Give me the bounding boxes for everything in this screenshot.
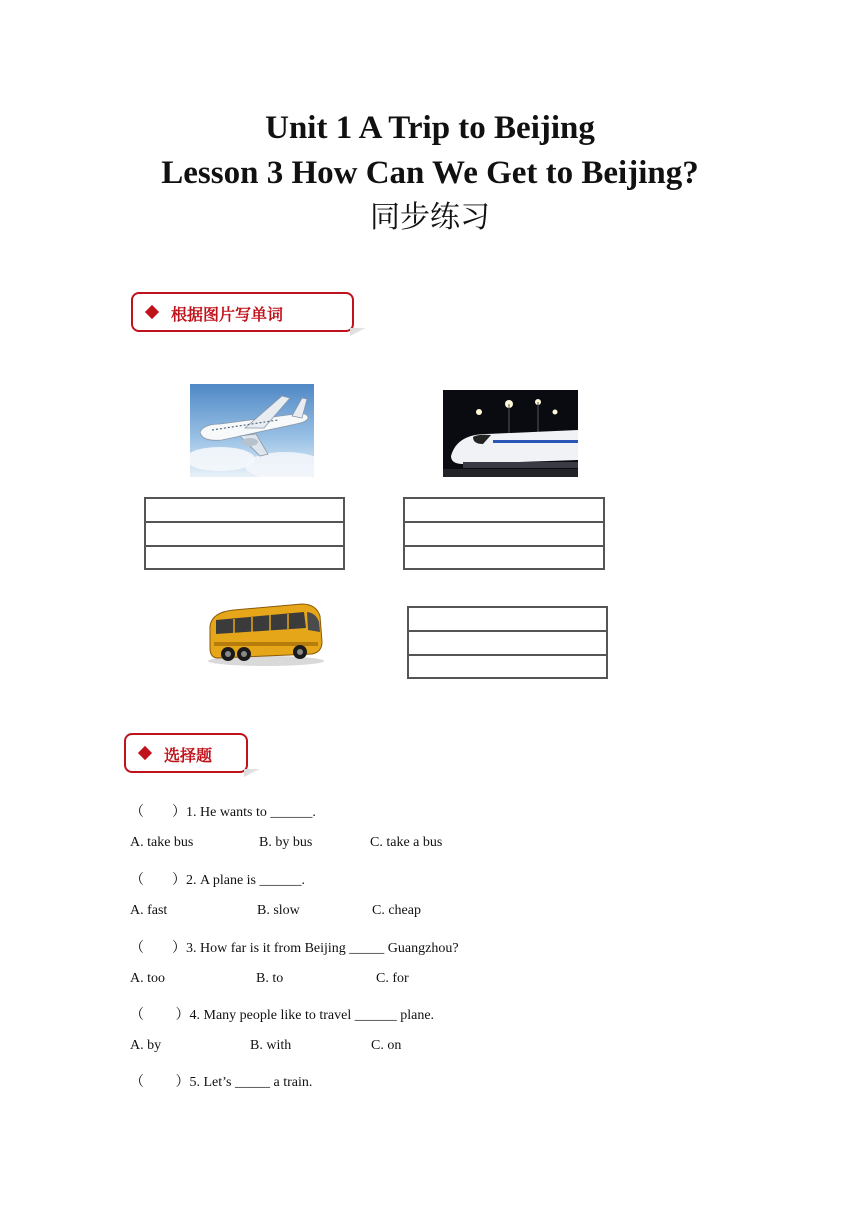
section-header-write-words (131, 292, 354, 332)
high-speed-train-image (443, 390, 578, 477)
question-2-option-a[interactable]: A. fast (130, 903, 168, 918)
question-2: （ ）2. A plane is ______. (130, 873, 305, 888)
question-1: （ ）1. He wants to ______. (130, 805, 316, 820)
title-line-3: 同步练习 (370, 200, 490, 235)
write-line (409, 630, 606, 632)
write-box-bus[interactable] (407, 606, 608, 679)
question-3-option-a[interactable]: A. too (130, 971, 165, 986)
title-line-2: Lesson 3 How Can We Get to Beijing? (161, 155, 699, 191)
question-3-option-c[interactable]: C. for (376, 971, 409, 986)
bus-image (204, 598, 326, 668)
diamond-icon (145, 305, 159, 319)
question-4-option-b[interactable]: B. with (250, 1038, 292, 1053)
section-header-multiple-choice (124, 733, 248, 773)
write-line (405, 545, 603, 547)
question-3: （ ）3. How far is it from Beijing _____ Guangzhou? (130, 941, 459, 956)
question-4-option-c[interactable]: C. on (371, 1038, 402, 1053)
section-label: 根据图片写单词 (171, 305, 284, 324)
question-2-option-b[interactable]: B. slow (257, 903, 300, 918)
write-box-train[interactable] (403, 497, 605, 570)
question-1-option-a[interactable]: A. take bus (130, 835, 194, 850)
section-label: 选择题 (164, 746, 213, 765)
title-line-1: Unit 1 A Trip to Beijing (265, 110, 595, 146)
question-4-option-a[interactable]: A. by (130, 1038, 162, 1053)
airplane-image (190, 384, 314, 477)
question-1-option-b[interactable]: B. by bus (259, 835, 313, 850)
write-line (409, 654, 606, 656)
write-line (146, 545, 343, 547)
write-line (405, 521, 603, 523)
question-1-option-c[interactable]: C. take a bus (370, 835, 443, 850)
question-4: （ ）4. Many people like to travel ______ plane. (130, 1008, 435, 1023)
question-5: （ ）5. Let’s _____ a train. (130, 1075, 313, 1090)
write-line (146, 521, 343, 523)
question-2-option-c[interactable]: C. cheap (372, 903, 421, 918)
diamond-icon (138, 746, 152, 760)
section-shadow (350, 328, 366, 336)
question-3-option-b[interactable]: B. to (256, 971, 284, 986)
section-shadow (244, 769, 260, 777)
write-box-airplane[interactable] (144, 497, 345, 570)
